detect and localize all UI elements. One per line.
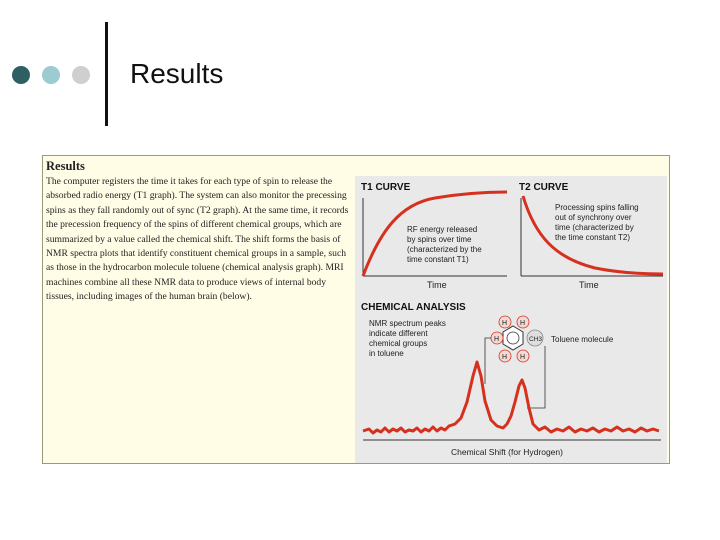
title-divider <box>105 22 108 126</box>
peak-connector-left <box>485 338 491 384</box>
bullet-dot-2 <box>42 66 60 84</box>
atom-h-2: H <box>520 320 526 327</box>
t1-title: T1 CURVE <box>361 182 411 193</box>
nmr-figure <box>355 176 667 463</box>
atom-h-1: H <box>502 320 508 327</box>
bullet-dot-3 <box>72 66 90 84</box>
t1-note-line-1: RF energy released <box>407 225 478 234</box>
t2-note-line-1: Processing spins falling <box>555 203 639 212</box>
molecule-label: Toluene molecule <box>551 335 614 344</box>
t2-x-label: Time <box>579 280 599 290</box>
nmr-spectrum-curve <box>363 362 659 433</box>
slide-title: Results <box>130 58 224 89</box>
t2-note-line-4: the time constant T2) <box>555 233 630 242</box>
atom-h-3: H <box>494 336 500 343</box>
t2-note-line-2: out of synchrony over <box>555 213 632 222</box>
toluene-molecule-diagram <box>491 316 543 362</box>
t2-title: T2 CURVE <box>519 182 569 193</box>
peak-connector-right <box>527 346 545 408</box>
ca-x-label: Chemical Shift (for Hydrogen) <box>451 447 563 457</box>
t1-note-line-3: (characterized by the <box>407 245 482 254</box>
results-figure-panel <box>42 155 670 464</box>
results-paragraph: The computer registers the time it takes for each type of spin to release the absorbed radio energy (T1 graph). The system can also monitor the precessing spins as they fall randomly out of sync (T2 graph). At the same time, it records the precession frequency of the spins of different chemical groups, which are summarized by a value called the chemical shift. The shift forms the basis of NMR spectra plots that identify constituent chemical groups in a sample, such as those in the hydrocarbon molecule toluene (chemical analysis graph). MRI machines combine all these NMR data to produce views of internal body tissues, including images of the human brain (below). <box>46 176 349 303</box>
atom-h-4: H <box>502 354 508 361</box>
ca-note-line-1: NMR spectrum peaks <box>369 319 446 328</box>
ca-note-line-3: chemical groups <box>369 339 428 348</box>
bullet-dot-1 <box>12 66 30 84</box>
ca-title: CHEMICAL ANALYSIS <box>361 302 466 313</box>
t2-note-line-3: time (characterized by <box>555 223 634 232</box>
ca-note-line-4: in toluene <box>369 349 404 358</box>
atom-h-5: H <box>520 354 526 361</box>
results-heading: Results <box>46 159 85 173</box>
ca-note-line-2: indicate different <box>369 329 428 338</box>
t1-note-line-2: by spins over time <box>407 235 472 244</box>
t1-note-line-4: time constant T1) <box>407 255 469 264</box>
results-text-column <box>46 159 351 305</box>
t1-x-label: Time <box>427 280 447 290</box>
atom-ch3: CH3 <box>529 336 543 343</box>
